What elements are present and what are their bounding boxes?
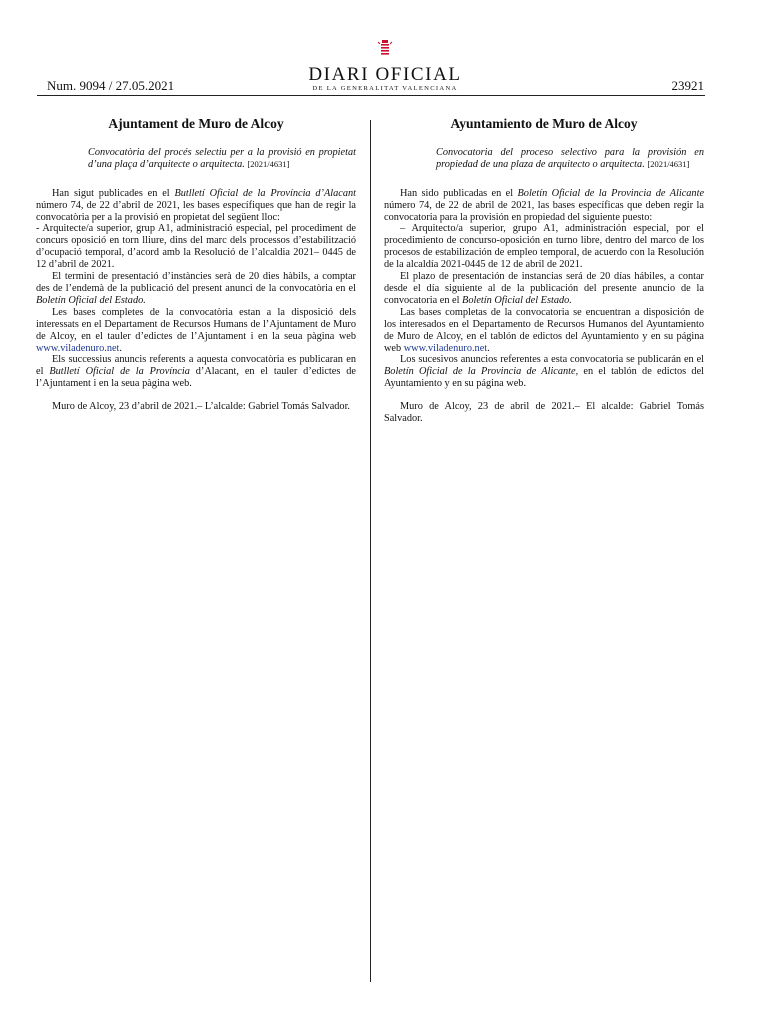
header-rule [37,95,705,96]
left-paragraph-5 [36,354,356,390]
right-signature: Muro de Alcoy, 23 de abril de 2021.– El alcalde: Gabriel Tomás Salvador. [384,401,704,425]
issue-number: Num. 9094 / 27.05.2021 [47,78,175,93]
left-website-link[interactable]: www.viladenuro.net [36,342,120,354]
right-paragraph-3 [384,271,704,307]
left-p1a: Han sigut publicades en el [52,187,175,199]
right-website-link[interactable]: www.viladenuro.net [403,342,488,354]
right-ref: [2021/4631] [647,158,690,169]
left-subtitle-text: Convocatòria del procés selectiu per a la provisió en propietat d’una plaça d’arquitecte o arquitecta. [88,146,356,170]
left-p1b: Butlletí Oficial de la Província d’Alacant [174,187,356,199]
right-paragraph-2: – Arquitecto/a superior, grupo A1, administración especial, por el procedimiento de concurso-oposición en turno libre, dentro del marco de los procesos de estabilización de empleo temporal, de acuerdo con la Resolución de la alcaldía 2021-0445 de 12 de abril de 2021. [384,223,704,271]
right-p1b: Boletín Oficial de la Provincia de Alicante [517,187,705,199]
left-subtitle [36,147,356,171]
left-p1c: número 74, de 22 d’abril de 2021, les bases específiques que han de regir la convocatòria per a la provisió en propietat del següent lloc: [36,199,356,223]
right-p5a: Los sucesivos anuncios referentes a esta convocatoria se publicarán en el [400,354,704,366]
right-p4a: Las bases completas de la convocatoria se encuentran a disposición de los interesados en el Departamento de Recursos Humanos del Ayuntamiento de Muro de Alcoy, en el tablón de edictos del Ayuntamiento y en su página web [384,306,704,354]
left-paragraph-4 [36,307,356,355]
right-p5b: Boletín Oficial de la Provincia de Alicante, [384,366,579,378]
right-p4c: . [487,342,490,354]
right-p5c: en el tablón de edictos del Ayuntamiento y en su página web. [384,366,705,390]
right-paragraph-4 [384,307,704,355]
right-p1a: Han sido publicadas en el [400,187,518,199]
left-ref: [2021/4631] [247,158,290,169]
right-p1c: número 74, de 22 de abril de 2021, las bases específicas que deben regir la convocatoria para la provisión en propiedad del siguiente puesto: [384,199,704,223]
page-number: 23921 [671,78,704,93]
left-paragraph-3 [36,271,356,307]
right-paragraph-5 [384,354,704,390]
logo-subtitle: DE LA GENERALITAT VALENCIANA [312,85,458,92]
valencian-column [36,118,356,413]
column-divider [370,120,371,982]
right-subtitle [384,147,704,171]
left-p5c: d’Alacant, en el tauler d’edictes de l’Ajuntament i en la seua pàgina web. [36,366,356,390]
left-signature: Muro de Alcoy, 23 d’abril de 2021.– L’alcalde: Gabriel Tomás Salvador. [52,401,351,413]
left-p3a: El termini de presentació d’instàncies serà de 20 dies hàbils, a comptar des de l’endemà de la publicació del present anunci de la convocatòria en el [36,271,356,294]
left-p4a: Les bases completes de la convocatòria estan a la disposició dels interessats en el Departament de Recursos Humans de l’Ajuntament de Muro de Alcoy, en el tauler d’edictes de l’Ajuntament i en la seua pàgina web [36,306,356,342]
left-p5a: Els successius anuncis referents a aquesta convocatòria es publicaran en el [36,354,356,378]
right-p3b: Boletín Oficial del Estado. [462,294,572,306]
logo-title: DIARI OFICIAL [308,64,462,85]
right-subtitle-text: Convocatoria del proceso selectivo para la provisión en propiedad de una plaza de arquitecto o arquitecta. [436,146,704,170]
left-p5b: Butlletí Oficial de la Província [49,366,190,378]
left-paragraph-1 [36,188,356,224]
left-paragraph-2: - Arquitecte/a superior, grup A1, administració especial, pel procediment de concurs oposició en torn lliure, dins del marc dels processos d’estabilització d’ocupació temporal, d’acord amb la Resolució de l’alcaldia 2021– 0445 de 12 d’abril de 2021. [36,223,356,271]
right-paragraph-1 [384,188,704,224]
left-p3b: Boletín Oficial del Estado. [36,294,146,306]
spanish-column [384,118,704,425]
left-p4c: . [119,342,122,354]
diari-oficial-logo [300,38,470,98]
right-p3a: El plazo de presentación de instancias será de 20 días hábiles, a contar desde el día siguiente al de la publicación del presente anuncio de la convocatoria en el [384,271,704,306]
generalitat-emblem-icon [377,38,393,62]
right-title: Ayuntamiento de Muro de Alcoy [450,116,638,131]
left-title: Ajuntament de Muro de Alcoy [108,116,284,131]
